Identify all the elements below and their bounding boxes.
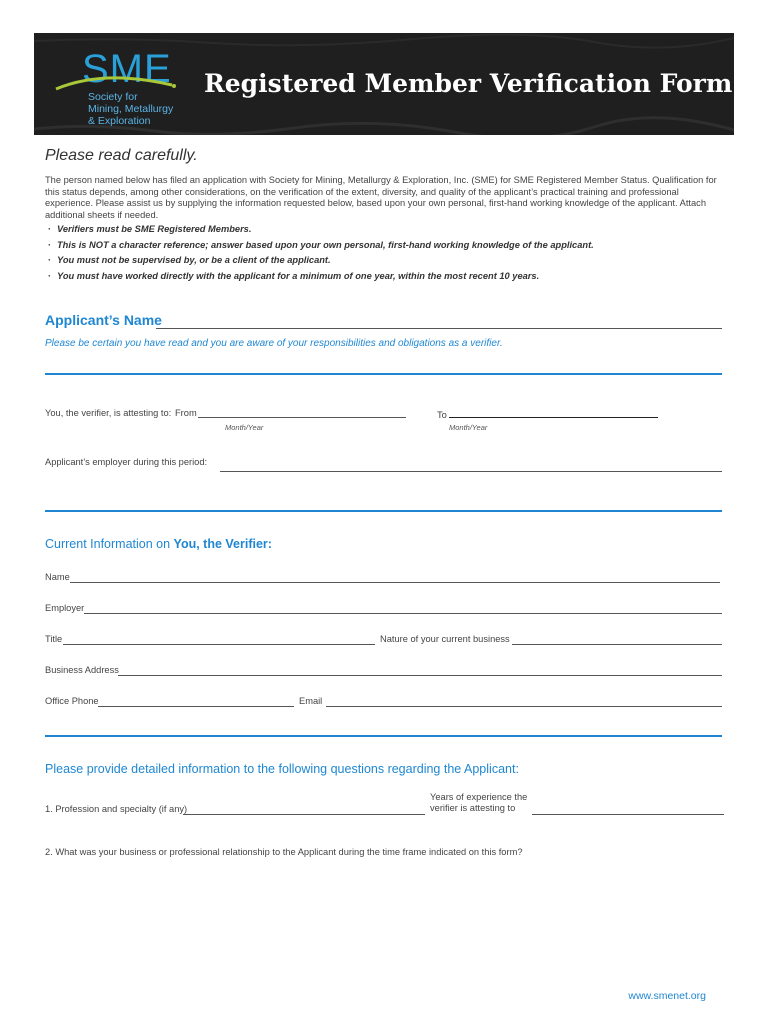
to-month-year-hint: Month/Year — [449, 423, 488, 432]
website-link[interactable]: www.smenet.org — [628, 990, 706, 1002]
verifier-note: Please be certain you have read and you are aware of your responsibilities and obligations as a verifier. — [45, 338, 503, 349]
list-item: · Verifiers must be SME Registered Members. — [48, 224, 252, 234]
from-date-field[interactable] — [198, 417, 406, 418]
business-address-label: Business Address — [45, 665, 119, 675]
relationship-question: 2. What was your business or professional relationship to the Applicant during the time frame indicated on this form? — [45, 847, 523, 857]
attesting-label: You, the verifier, is attesting to: — [45, 408, 172, 418]
nature-business-field[interactable] — [512, 644, 722, 645]
business-address-field[interactable] — [118, 675, 722, 676]
applicant-name-label: Applicant’s Name — [45, 312, 162, 328]
verifier-name-field[interactable] — [70, 582, 720, 583]
relationship-answer-area[interactable] — [45, 865, 722, 975]
years-experience-field[interactable] — [532, 814, 724, 815]
verifier-employer-label: Employer — [45, 603, 85, 613]
applicant-name-field[interactable] — [156, 328, 722, 329]
verifier-heading: Current Information on You, the Verifier: — [45, 537, 272, 551]
profession-label: 1. Profession and specialty (if any) — [45, 804, 188, 814]
years-experience-label: Years of experience the verifier is attesting to — [430, 792, 528, 813]
to-label: To — [437, 410, 447, 420]
section-divider — [45, 735, 722, 737]
nature-business-label: Nature of your current business — [380, 634, 510, 644]
profession-field[interactable] — [183, 814, 425, 815]
section-divider — [45, 510, 722, 512]
intro-paragraph: The person named below has filed an application with Society for Mining, Metallurgy & Exploration, Inc. (SME) for SME Registered Member Status. Qualification for this status depends, among other considerations, on the verification of the extent, diversity, and quality of the applicant’s practical training and professional experience. Please assist us by supplying the information requested below, based upon your own personal, first-hand working knowledge of the applicant. Attach additional sheets if needed. — [45, 175, 717, 220]
header-banner — [34, 33, 734, 135]
sme-logo — [54, 41, 194, 129]
list-item: · You must have worked directly with the applicant for a minimum of one year, within the most recent 10 years. — [48, 270, 540, 281]
logo-subtitle: Society for Mining, Metallurgy & Exploration — [88, 91, 174, 127]
office-phone-label: Office Phone — [45, 696, 99, 706]
verifier-employer-field[interactable] — [84, 613, 722, 614]
email-field[interactable] — [326, 706, 722, 707]
questions-heading: Please provide detailed information to the following questions regarding the Applicant: — [45, 762, 519, 776]
read-carefully-heading: Please read carefully. — [45, 147, 198, 164]
office-phone-field[interactable] — [98, 706, 294, 707]
logo-abbr: SME — [82, 47, 172, 91]
verifier-name-label: Name — [45, 572, 70, 582]
from-label: From — [175, 408, 197, 418]
applicant-employer-field[interactable] — [220, 471, 722, 472]
section-divider — [45, 373, 722, 375]
list-item: · You must not be supervised by, or be a client of the applicant. — [48, 255, 331, 265]
requirements-list — [48, 222, 594, 284]
list-item: · This is NOT a character reference; answer based upon your own personal, first-hand working knowledge of the applicant. — [48, 239, 594, 250]
email-label: Email — [299, 696, 323, 706]
verifier-title-field[interactable] — [63, 644, 375, 645]
from-month-year-hint: Month/Year — [225, 423, 264, 432]
verifier-title-label: Title — [45, 634, 63, 644]
to-date-field[interactable] — [449, 417, 658, 418]
page-title: Registered Member Verification Form — [204, 69, 733, 98]
applicant-employer-label: Applicant’s employer during this period: — [45, 457, 208, 467]
